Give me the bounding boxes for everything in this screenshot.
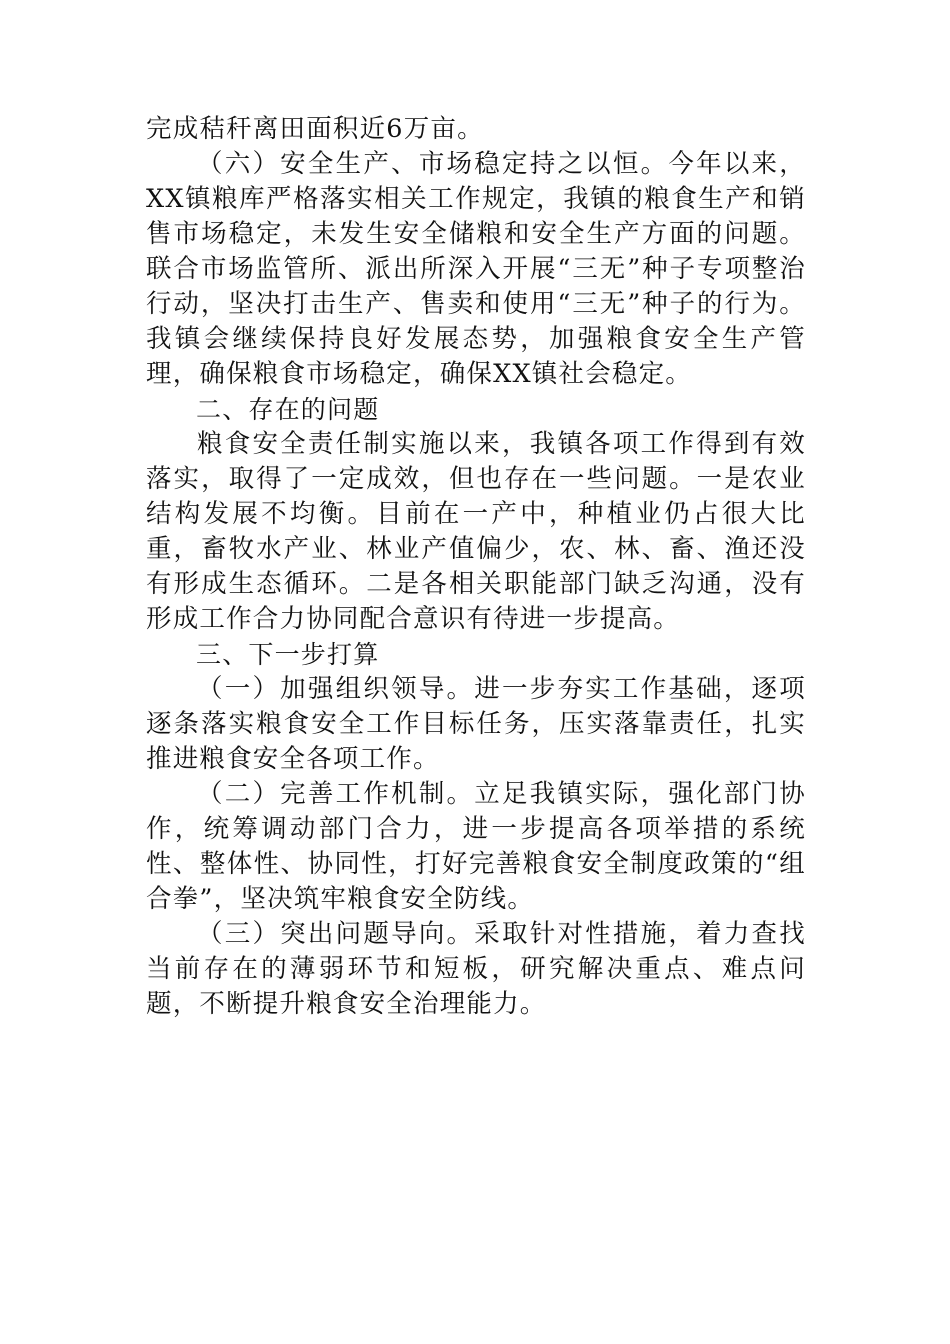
paragraph-lead: （二）完善工作机制。 <box>197 779 475 809</box>
section-heading-next-steps: 三、下一步打算 <box>196 640 380 669</box>
section-heading-problems: 二、存在的问题 <box>196 395 380 424</box>
paragraph-body: 进一步夯实工作基础，逐项逐条落实粮食安全工作目标任务，压实落靠责任，扎实推进粮食安全各项工作。 <box>146 674 806 774</box>
paragraph-problem-orientation <box>146 917 806 1022</box>
document-page <box>146 112 806 1022</box>
paragraph-leadership <box>146 672 806 777</box>
paragraph-lead: （三）突出问题导向。 <box>197 919 475 949</box>
paragraph-body: 立足我镇实际，强化部门协作，统筹调动部门合力，进一步提高各项举措的系统性、整体性、协同性，打好完善粮食安全制度政策的“组合拳”，坚决筑牢粮食安全防线。 <box>146 779 806 914</box>
paragraph-lead: （一）加强组织领导。 <box>197 674 475 704</box>
paragraph-safety-market <box>146 147 806 392</box>
paragraph-lead: （六）安全生产、市场稳定持之以恒。 <box>197 149 669 179</box>
paragraph-body: 采取针对性措施，着力查找当前存在的薄弱环节和短板，研究解决重点、难点问题，不断提升粮食安全治理能力。 <box>146 919 806 1019</box>
paragraph-continuation: 完成秸秆离田面积近6万亩。 <box>146 114 484 144</box>
paragraph-body: 今年以来，XX镇粮库严格落实相关工作规定，我镇的粮食生产和销售市场稳定，未发生安全储粮和安全生产方面的问题。联合市场监管所、派出所深入开展“三无”种子专项整治行动，坚决打击生产、售卖和使用“三无”种子的行为。我镇会继续保持良好发展态势，加强粮食安全生产管理，确保粮食市场稳定，确保XX镇社会稳定。 <box>146 149 806 389</box>
paragraph-problems: 粮食安全责任制实施以来，我镇各项工作得到有效落实，取得了一定成效，但也存在一些问题。一是农业结构发展不均衡。目前在一产中，种植业仍占很大比重，畜牧水产业、林业产值偏少，农、林、畜、渔还没有形成生态循环。二是各相关职能部门缺乏沟通，没有形成工作合力协同配合意识有待进一步提高。 <box>146 429 806 634</box>
paragraph-mechanism <box>146 777 806 917</box>
